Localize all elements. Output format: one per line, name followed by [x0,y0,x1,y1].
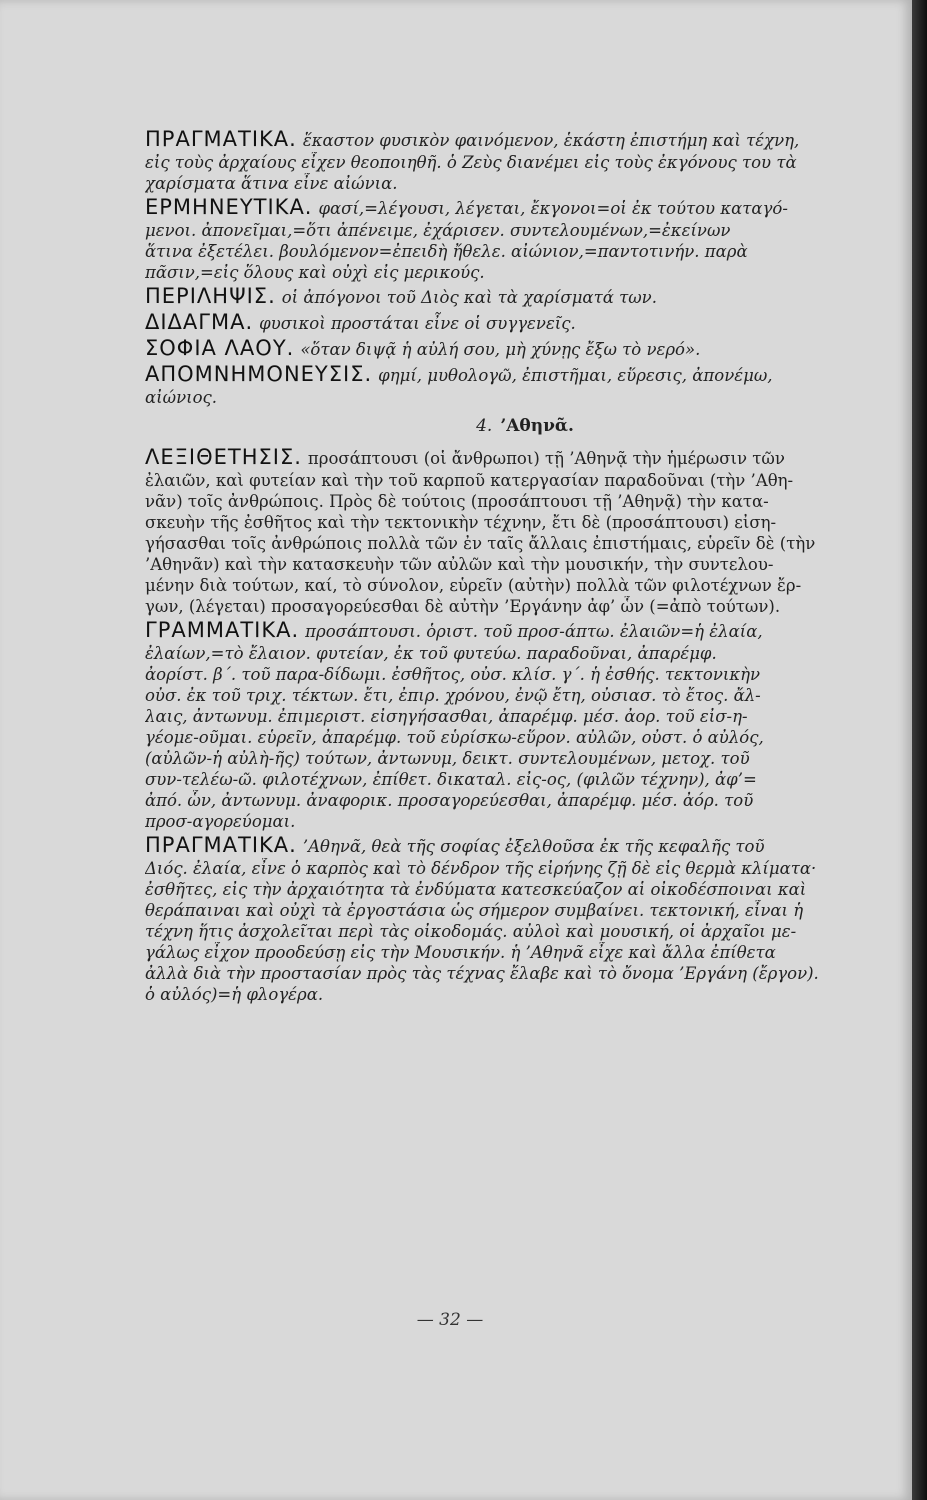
text-line: ’Αθηνᾶ, θεὰ τῆς σοφίας ἐξελθοῦσα ἐκ τῆς κεφαλῆς τοῦ [302,837,765,856]
text-line: χαρίσματα ἅτινα εἶνε αἰώνια. [145,174,398,193]
section-heading [145,412,905,440]
text-line: φυσικοὶ προστάται εἶνε οἱ συγγενεῖς. [259,314,576,333]
text-line: προσ-αγορεύομαι. [145,812,296,831]
section-label: ΔΙΔΑΓΜΑ. [145,310,254,334]
block-pragmatika-2 [145,832,905,1005]
section-label: ΠΡΑΓΜΑΤΙΚΑ. [145,833,297,857]
text-line: ἅτινα ἐξετέλει. βουλόμενον=ἐπειδὴ ἤθελε. αἰώνιον,=παντοτινήν. παρὰ [145,242,748,261]
text-line: μενοι. ἀπονεῖμαι,=ὅτι ἀπένειμε, ἐχάρισεν. συντελουμένων,=ἐκείνων [145,221,731,240]
text-line: γάλως εἶχον προοδεύσῃ εἰς τὴν Μουσικήν. ἡ ’Αθηνᾶ εἶχε καὶ ἄλλα ἐπίθετα [145,943,776,962]
text-line: ἀλλὰ διὰ τὴν προστασίαν πρὸς τὰς τέχνας ἔλαβε καὶ τὸ ὄνομα ’Εργάνη (ἔργον). [145,964,819,983]
block-perilipsis [145,283,905,309]
text-line: πᾶσιν,=εἰς ὅλους καὶ οὐχὶ εἰς μερικούς. [145,263,485,282]
text-line: φασί,=λέγουσι, λέγεται, ἔκγονοι=οἱ ἐκ τούτου καταγό- [318,199,788,218]
section-number: 4. [476,416,493,436]
text-line: ἕκαστον φυσικὸν φαινόμενον, ἑκάστη ἐπιστήμη καὶ τέχνη, [302,131,800,150]
text-line: νᾶν) τοῖς ἀνθρώποις. Πρὸς δὲ τούτοις (προσάπτουσι τῇ ’Αθηνᾷ) τὴν κατα- [145,492,769,511]
text-line: γων, (λέγεται) προσαγορεύεσθαι δὲ αὐτὴν ’Εργάνην ἀφ’ ὧν (=ἀπὸ τούτων). [145,597,781,616]
text-line: σκευὴν τῆς ἐσθῆτος καὶ τὴν τεκτονικὴν τέχνην, ἔτι δὲ (προσάπτουσι) εἰση- [145,513,777,532]
section-label: ΓΡΑΜΜΑΤΙΚΑ. [145,618,300,642]
text-line: αἰώνιος. [145,388,217,407]
text-line: ἀορίστ. β΄. τοῦ παρα-δίδωμι. ἐσθῆτος, οὐσ. κλίσ. γ΄. ἡ ἐσθής. τεκτονικὴν [145,665,761,684]
book-edge [912,0,927,1500]
text-line: «ὅταν διψᾷ ἡ αὐλή σου, μὴ χύνῃς ἔξω τὸ νερό». [300,340,701,359]
block-ermineutika [145,194,905,283]
text-line: γήσασθαι τοῖς ἀνθρώποις πολλὰ τῶν ἐν ταῖς ἄλλαις ἐπιστήμαις, εὑρεῖν δὲ (τὴν [145,534,816,553]
text-line: οἱ ἀπόγονοι τοῦ Διὸς καὶ τὰ χαρίσματά των. [281,288,657,307]
block-lexithetisis [145,444,905,617]
text-line: φημί, μυθολογῶ, ἐπιστῆμαι, εὕρεσις, ἀπονέμω, [378,366,773,385]
text-line: συν-τελέω-ῶ. φιλοτέχνων, ἐπίθετ. δικαταλ. εἰς-ος, (φιλῶν τέχνην), ἀφ’= [145,770,757,789]
text-line: προσάπτουσι. ὁριστ. τοῦ προσ-άπτω. ἐλαιῶν=ἡ ἐλαία, [305,622,763,641]
block-didagma [145,309,905,335]
text-line: ἐσθῆτες, εἰς τὴν ἀρχαιότητα τὰ ἐνδύματα κατεσκεύαζον αἱ οἰκοδέσποιναι καὶ [145,880,807,899]
text-line: θεράπαιναι καὶ οὐχὶ τὰ ἐργοστάσια ὡς σήμερον συμβαίνει. τεκτονική, εἶναι ἡ [145,901,804,920]
section-label: ΠΡΑΓΜΑΤΙΚΑ. [145,127,297,151]
section-label: ΕΡΜΗΝΕΥΤΙΚΑ. [145,195,313,219]
text-line: εἰς τοὺς ἀρχαίους εἶχεν θεοποιηθῆ. ὁ Ζεὺς διανέμει εἰς τοὺς ἐκγόνους του τὰ [145,153,797,172]
section-label: ΛΕΞΙΘΕΤΗΣΙΣ. [145,445,302,469]
section-label: ΑΠΟΜΝΗΜΟΝΕΥΣΙΣ. [145,362,373,386]
text-line: (αὐλῶν-ἡ αὐλὴ-ῆς) τούτων, ἀντωνυμ, δεικτ. συντελουμένων, μετοχ. τοῦ [145,749,750,768]
section-label: ΣΟΦΙΑ ΛΑΟΥ. [145,336,295,360]
text-line: Διός. ἐλαία, εἶνε ὁ καρπὸς καὶ τὸ δένδρον τῆς εἰρήνης ζῇ δὲ εἰς θερμὰ κλίματα· [145,859,817,878]
text-line: ἀπό. ὧν, ἀντωνυμ. ἀναφορικ. προσαγορεύεσθαι, ἀπαρέμφ. μέσ. ἀόρ. τοῦ [145,791,754,810]
text-line: ’Αθηνᾶν) καὶ τὴν κατασκευὴν τῶν αὐλῶν καὶ τὴν μουσικήν, τὴν συντελου- [145,555,774,574]
section-title: ’Αθηνᾶ. [500,416,574,436]
page-text [145,126,905,1005]
section-label: ΠΕΡΙΛΗΨΙΣ. [145,284,276,308]
text-line: οὐσ. ἐκ τοῦ τριχ. τέκτων. ἔτι, ἐπιρ. χρόνου, ἐνῷ ἔτη, οὐσιασ. τὸ ἔτος. ἄλ- [145,686,761,705]
text-line: τέχνη ἥτις ἀσχολεῖται περὶ τὰς οἰκοδομάς. αὐλοὶ καὶ μουσική, οἱ ἀρχαῖοι με- [145,922,797,941]
text-line: ἐλαίων,=τὸ ἔλαιον. φυτείαν, ἐκ τοῦ φυτεύω. παραδοῦναι, ἀπαρέμφ. [145,644,717,663]
page-number: — 32 — [416,1310,484,1330]
text-line: ἐλαιῶν, καὶ φυτείαν καὶ τὴν τοῦ καρποῦ κατεργασίαν παραδοῦναι (τὴν ’Αθη- [145,471,794,490]
block-grammatika [145,617,905,832]
block-pragmatika [145,126,905,194]
block-sofia [145,335,905,361]
text-line: λαις, ἀντωνυμ. ἐπιμεριστ. εἰσηγήσασθαι, ἀπαρέμφ. μέσ. ἀορ. τοῦ εἰσ-η- [145,707,748,726]
text-line: ὁ αὐλός)=ἡ φλογέρα. [145,985,324,1004]
text-line: γέομε-οῦμαι. εὑρεῖν, ἀπαρέμφ. τοῦ εὑρίσκω-εὕρον. αὐλῶν, οὐστ. ὁ αὐλός, [145,728,764,747]
text-line: μένην διὰ τούτων, καί, τὸ σύνολον, εὑρεῖν (αὐτὴν) πολλὰ τῶν φιλοτέχνων ἔρ- [145,576,802,595]
text-line: προσάπτουσι (οἱ ἄνθρωποι) τῇ ’Αθηνᾷ τὴν ἡμέρωσιν τῶν [307,449,785,468]
block-apomnimoneusis [145,361,905,408]
